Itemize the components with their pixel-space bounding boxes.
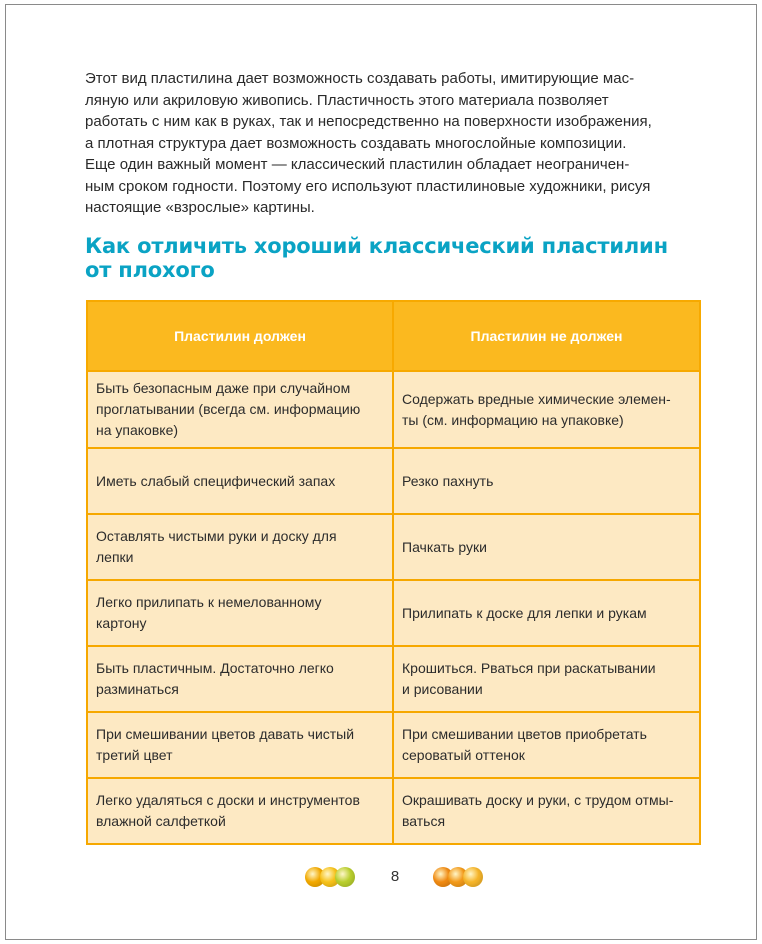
cell-line: Оставлять чистыми руки и доску для xyxy=(96,528,337,544)
cell-line: Пачкать руки xyxy=(402,538,487,555)
cell-should xyxy=(87,371,393,448)
plasticine-ball-icon xyxy=(335,867,355,887)
header-should: Пластилин должен xyxy=(87,301,393,371)
heading-line: от плохого xyxy=(85,258,215,282)
cell-line: Легко прилипать к немелованному xyxy=(96,594,322,610)
intro-line: Еще один важный момент — классический пластилин обладает неограничен- xyxy=(85,156,630,173)
intro-line: ляную или акриловую живопись. Пластичность этого материала позволяет xyxy=(85,91,609,109)
cell-line: ваться xyxy=(402,813,446,829)
cell-should-not xyxy=(393,514,700,580)
comparison-table xyxy=(86,300,701,845)
cell-line: Крошиться. Рваться при раскатывании xyxy=(402,660,656,676)
cell-line: на упаковке) xyxy=(96,422,179,438)
cell-line: проглатывании (всегда см. информацию xyxy=(96,401,361,417)
table-row xyxy=(87,514,700,580)
cell-should xyxy=(87,712,393,778)
cell-should-not xyxy=(393,712,700,778)
cell-line: Быть пластичным. Достаточно легко xyxy=(96,660,334,676)
cell-line: картону xyxy=(96,615,147,631)
table-header-row xyxy=(87,301,700,371)
intro-line: работать с ним как в руках, так и непосредственно на поверхности изображения, xyxy=(85,113,652,130)
page-footer xyxy=(0,860,762,896)
intro-line: а плотная структура дает возможность создавать многослойные композиции. xyxy=(85,134,627,152)
table-row xyxy=(87,371,700,448)
cell-line: Прилипать к доске для лепки и рукам xyxy=(402,604,647,621)
cell-should xyxy=(87,646,393,712)
cell-should xyxy=(87,580,393,646)
cell-line: При смешивании цветов давать чистый xyxy=(96,726,355,742)
cell-line: разминаться xyxy=(96,681,179,697)
cell-line: влажной салфеткой xyxy=(96,813,226,829)
cell-line: сероватый оттенок xyxy=(402,747,525,763)
cell-should xyxy=(87,778,393,844)
cell-line: Быть безопасным даже при случайном xyxy=(96,380,351,396)
cell-line: Резко пахнуть xyxy=(402,472,494,489)
table-row xyxy=(87,778,700,844)
intro-line: настоящие «взрослые» картины. xyxy=(85,199,315,216)
cell-line: Иметь слабый специфический запах xyxy=(96,472,336,489)
cell-should-not xyxy=(393,448,700,514)
cell-should-not xyxy=(393,580,700,646)
cell-line: и рисовании xyxy=(402,681,483,697)
cell-should-not xyxy=(393,778,700,844)
cell-line: ты (см. информацию на упаковке) xyxy=(402,411,624,428)
cell-line: При смешивании цветов приобретать xyxy=(402,726,647,742)
plasticine-ball-icon xyxy=(463,867,483,887)
cell-line: Содержать вредные химические элемен- xyxy=(402,390,671,407)
intro-paragraph xyxy=(85,68,695,219)
cell-should xyxy=(87,448,393,514)
cell-line: Окрашивать доску и руки, с трудом отмы- xyxy=(402,792,674,808)
table-row xyxy=(87,580,700,646)
section-heading xyxy=(85,234,705,282)
table-row xyxy=(87,448,700,514)
cell-should xyxy=(87,514,393,580)
cell-line: третий цвет xyxy=(96,747,173,763)
intro-line: Этот вид пластилина дает возможность создавать работы, имитирующие мас- xyxy=(85,70,635,87)
heading-line: Как отличить хороший классический пластилин xyxy=(85,234,668,258)
cell-should-not xyxy=(393,371,700,448)
cell-line: лепки xyxy=(96,549,134,565)
intro-line: ным сроком годности. Поэтому его используют пластилиновые художники, рисуя xyxy=(85,177,651,195)
cell-line: Легко удаляться с доски и инструментов xyxy=(96,792,360,808)
table-row xyxy=(87,712,700,778)
page-number: 8 xyxy=(390,868,400,885)
cell-should-not xyxy=(393,646,700,712)
header-should-not: Пластилин не должен xyxy=(393,301,700,371)
table-row xyxy=(87,646,700,712)
